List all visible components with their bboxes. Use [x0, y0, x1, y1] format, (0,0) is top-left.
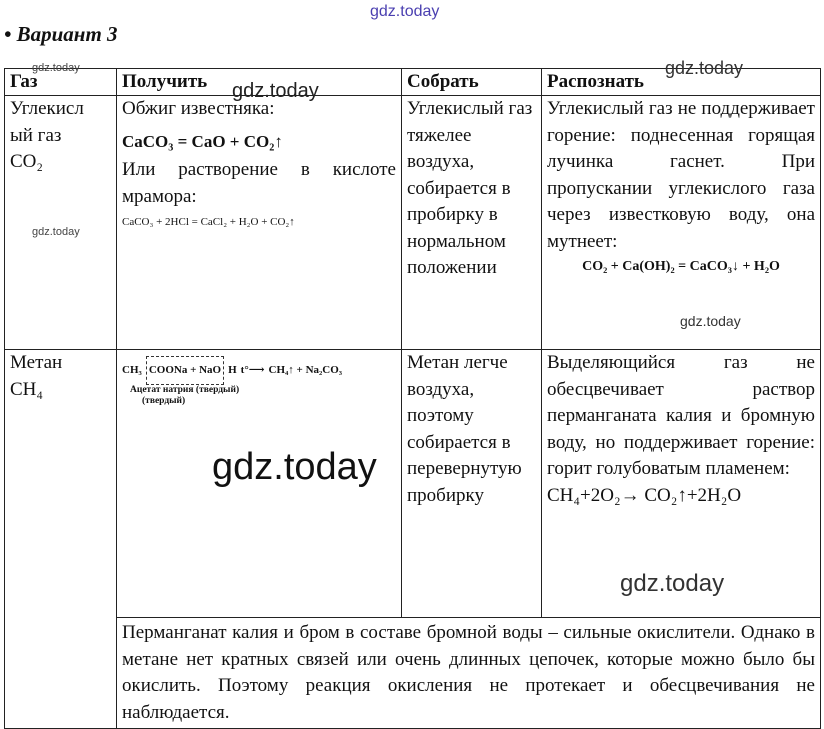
obtain-cell-co2 — [117, 96, 402, 350]
gas-formula: CO₂ — [10, 151, 44, 172]
table-row-note — [5, 618, 821, 729]
reaction-arrow: t°⟶ — [240, 364, 265, 376]
reaction-boxed-part: COONa + NaO — [146, 356, 224, 385]
note-empty-cell — [5, 618, 117, 729]
gas-formula: CH₄ — [10, 378, 44, 400]
header-obtain: Получить — [117, 69, 402, 96]
watermark-top: gdz.today — [370, 3, 440, 20]
gas-name-line2: ый газ — [10, 124, 62, 146]
gas-name: Метан — [10, 352, 63, 373]
variant-heading: • Вариант 3 — [4, 22, 118, 46]
obtain-text-2: Или растворение в кислоте мрамора: — [122, 159, 396, 207]
obtain-formula-1: CaCO₃ = CaO + CO₂↑ — [122, 131, 283, 151]
detect-text: Углекислый газ не поддерживает горение: поднесенная горящая лучинка гаснет. При пропускании углекислого газа через известковую воду, она мутнеет: — [547, 98, 815, 252]
gas-cell-ch4 — [5, 350, 117, 618]
note-cell: Перманганат калия и бром в составе бромной воды – сильные окислители. Однако в метане нет кратных связей или очень длинных цепочек, которые можно было бы окислить. Поэтому реакция окисления не протекает и обесцвечивания не наблюдается. — [117, 618, 821, 729]
watermark-right-header: gdz.today — [665, 58, 744, 78]
reaction-labels: Ацетат натрия (твердый) (твердый) — [130, 384, 240, 406]
gas-name-line1: Углекисл — [10, 98, 84, 119]
obtain-formula-2: CaCO₃ + 2HCl = CaCl₂ + H₂O + CO₂↑ — [122, 216, 295, 228]
watermark-small-1: gdz.today — [32, 62, 80, 74]
obtain-text-1: Обжиг известняка: — [122, 98, 275, 119]
header-collect: Собрать — [402, 69, 542, 96]
detect-text: Выделяющийся газ не обесцвечивает раствор перманганата калия и бромную воду, но поддерживает горение: горит голубоватым пламенем: — [547, 352, 815, 479]
watermark-big: gdz.today — [212, 446, 377, 488]
gas-cell-co2 — [5, 96, 117, 350]
watermark-small-2: gdz.today — [32, 226, 80, 238]
reaction-equation: CH₃ COONa + NaO H t°⟶ CH₄↑ + Na₂CO₃ — [122, 356, 396, 385]
detect-cell-co2 — [542, 96, 821, 350]
watermark-right-mid: gdz.today — [680, 313, 741, 329]
watermark-bottom: gdz.today — [620, 570, 725, 597]
header-detect: Распознать — [542, 69, 821, 96]
collect-cell-co2: Углекислый газ тяжелее воздуха, собирается в пробирку в нормальном положении — [402, 96, 542, 350]
header-gas: Газ — [5, 69, 117, 96]
watermark-header: gdz.today — [232, 80, 319, 102]
collect-cell-ch4: Метан легче воздуха, поэтому собирается в перевернутую пробирку — [402, 350, 542, 618]
answer-table — [4, 68, 821, 729]
table-row-co2 — [5, 96, 821, 350]
detect-formula: CH₄+2O₂→ CO₂↑+2H₂O — [547, 484, 742, 506]
detect-formula: CO₂ + Ca(OH)₂ = CaCO₃↓ + H₂O — [582, 259, 780, 274]
